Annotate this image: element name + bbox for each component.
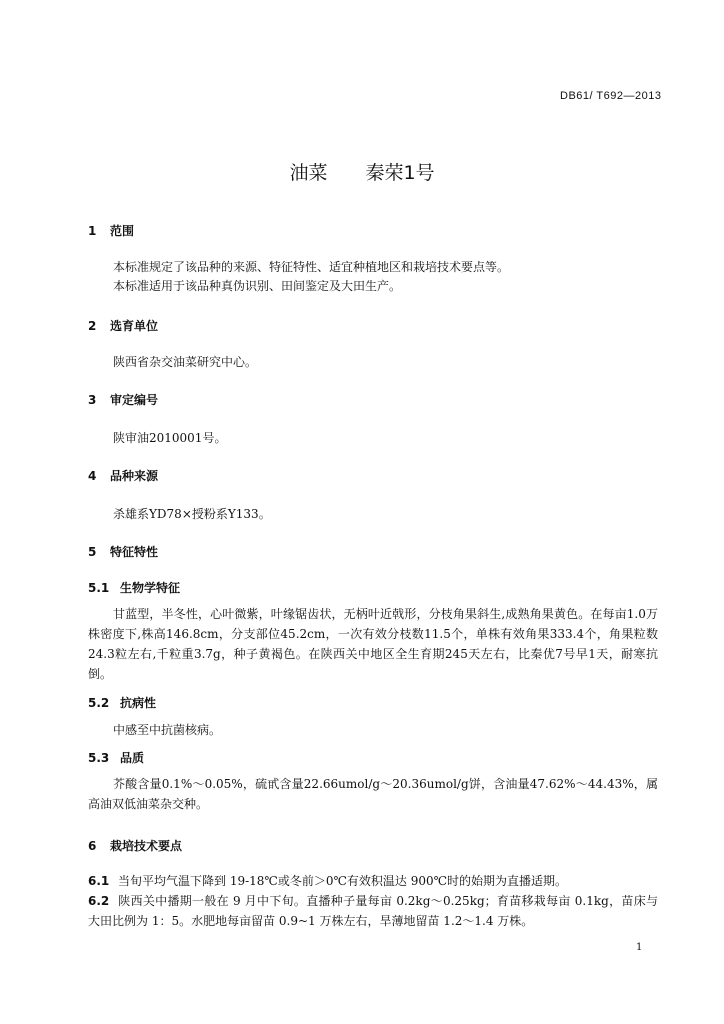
cultivation-clause-1: 6.1 当旬平均气温下降到 19-18℃或冬前＞0℃有效积温达 900℃时的始期为直播适期。: [88, 874, 568, 888]
section-heading-2: 2 选育单位: [88, 319, 159, 333]
bio-features-paragraph: 甘蓝型，半冬性，心叶微紫，叶缘锯齿状，无柄叶近戟形，分枝角果斜生,成熟角果黄色。在每亩1.0万株密度下,株高146.8cm，分支部位45.2cm，一次有效分枝数11.5个，单株有效角果333.4个，角果粒数24.3粒左右,千粒重3.7g，种子黄褐色。在陕西关中地区全生育期245天左右，比秦优7号早1天，耐寒抗倒。: [88, 607, 658, 681]
subsection-heading-5-3: 5.3 品质: [88, 751, 145, 765]
origin-text: 杀雄系YD78×授粉系Y133。: [113, 507, 271, 521]
section-heading-1: 1 范围: [88, 224, 135, 238]
section-heading-3: 3 审定编号: [88, 393, 159, 407]
quality-paragraph: 芥酸含量0.1%～0.05%，硫甙含量22.66umol/g～20.36umol/g饼，含油量47.62%～44.43%，属高油双低油菜杂交种。: [88, 777, 658, 811]
title-crop: 油菜: [289, 162, 328, 184]
title-variety: 秦荣1号: [365, 162, 435, 184]
subsection-heading-5-1: 5.1 生物学特征: [88, 581, 181, 595]
section-heading-5: 5 特征特性: [88, 545, 159, 559]
breeding-unit-text: 陕西省杂交油菜研究中心。: [113, 355, 258, 369]
scope-line-1: 本标准规定了该品种的来源、特征特性、适宜种植地区和栽培技术要点等。: [113, 260, 510, 274]
approval-number-text: 陕审油2010001号。: [113, 431, 227, 445]
cultivation-clause-2: 6.2 陕西关中播期一般在 9 月中下旬。直播种子量每亩 0.2kg～0.25kg；育苗移栽每亩 0.1kg，苗床与大田比例为 1：5。水肥地每亩留苗 0.9~1 万株左右，旱薄地留苗 1.2～1.4 万株。: [88, 894, 658, 928]
subsection-heading-5-2: 5.2 抗病性: [88, 696, 157, 710]
page-title: [0, 158, 724, 185]
page-number: 1: [636, 942, 643, 953]
section-heading-6: 6 栽培技术要点: [88, 839, 183, 853]
section-heading-4: 4 品种来源: [88, 469, 159, 483]
scope-line-2: 本标准适用于该品种真伪识别、田间鉴定及大田生产。: [113, 279, 402, 293]
disease-resistance-text: 中感至中抗菌核病。: [113, 723, 222, 737]
standard-code: DB61/ T692—2013: [560, 90, 662, 102]
